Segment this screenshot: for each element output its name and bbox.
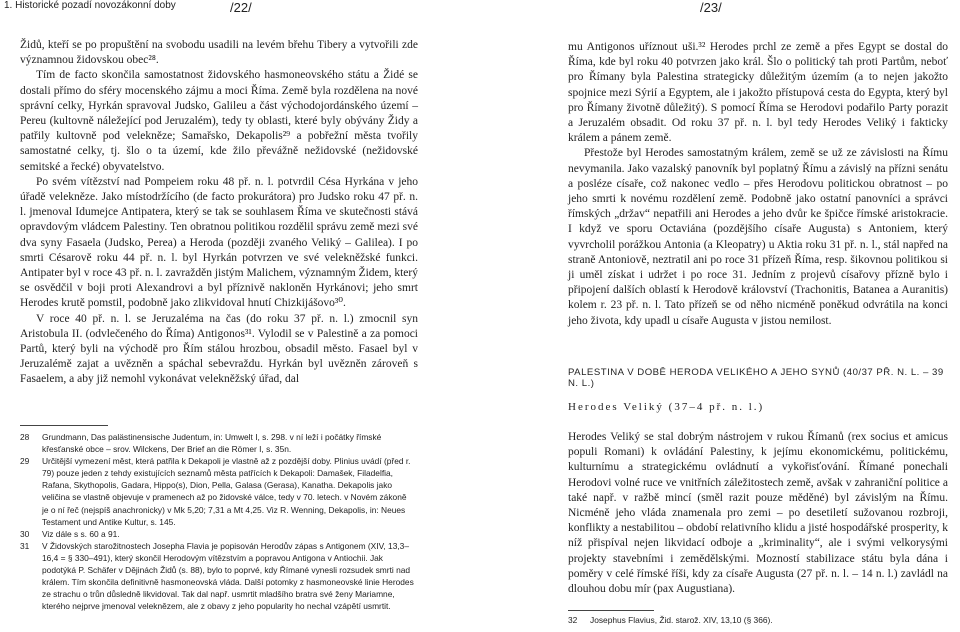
footnote-item bbox=[20, 431, 414, 455]
footnote-item bbox=[568, 614, 948, 626]
footnote-text: Grundmann, Das palästinensische Judentum, in: Umwelt I, s. 298. v ní leží i počátky římské křesťanské obce – srov. Wilckens, Der Brief an die Römer I, s. 35n. bbox=[42, 432, 382, 455]
footnotes-left bbox=[20, 431, 414, 612]
footnote-text: V Židovských starožitnostech Josepha Flavia je popisován Herodův zápas s Antigonem (XIV, 13,3–16,4 = § 330–491), který skončil Herodovým vítězstvím a popravou Antigona v Antiochii. Jak podotýká P. Schäfer v Dějinách Židů (s. 88), bylo to poprvé, kdy Římané vynesli rozsudek smrti nad králem. Tím skončila definitivně hasmoneovská vláda. Další potomky z hasmoneovské linie Herodes ze strachu o trůn důsledně likvidoval. Tak dal např. usmrtit mladšího bratra své ženy Mariamne, kterého nejprve jmenoval veleknězem, ale z obavy z jeho popularity ho nechal vzápětí usmrtit. bbox=[42, 540, 414, 612]
paragraph: Herodes Veliký se stal dobrým nástrojem v rukou Římanů (rex socius et amicus populi Romani) k ovládání Palestiny, k jejímu ekonomickému, politickému, kulturnímu a strategickému ovládnutí a vykořisťování. Římané ponechali Herodovi volné ruce ve vnitřních záležitostech země, avšak v zahraniční politice a také např. v ražbě mincí (směl razit pouze měděné) byl závislým na Římu. Nicméně jeho vláda znamenala pro zemi – po desetiletí sužovanou rozbroji, konflikty a nestabilitou – období relativního klidu a jisté hospodářské prosperity, k níž přispíval nejen likvidací odboje a „kriminality“, ale i svými velkorysými projekty stavebními i zemědělskými. Mozností stabilizace státu byla dána i poměry v celé římské říši, kdy za císaře Augusta (27 př. n. l. – 14 n. l.) zavládl na dlouhou dobu mír (pax Augustiana). bbox=[568, 431, 948, 596]
paragraph: Židů, kteří se po propuštění na svobodu usadili na levém břehu Tibery a vytvořili zde významnou židovskou obec²⁸. bbox=[20, 39, 418, 67]
page-number-left: /22/ bbox=[230, 0, 252, 15]
footnote-number: 31 bbox=[20, 540, 30, 551]
section-title: PALESTINA V DOBĚ HERODA VELIKÉHO A JEHO SYNŮ (40/37 PŘ. N. L. – 39 N. L.) bbox=[568, 367, 944, 389]
footnotes-right bbox=[568, 614, 948, 626]
paragraph: V roce 40 př. n. l. se Jeruzaléma na čas (do roku 37 př. n. l.) zmocnil syn Aristobula II. (odvlečeného do Říma) Antigonos³¹. Vylodil se v Palestině a za pomoci Partů, který byli na východě pro Řím stálou hrozbou, obsadil město. Fasael byl v Jeruzalémě zajat a uvězněn a spáchal sebevraždu. Hyrkán byl uvězněn zároveň s Fasaelem, a aby již nemohl vykonávat velekněžský úřad, dal bbox=[20, 312, 418, 386]
left-body-text bbox=[20, 38, 418, 388]
paragraph: mu Antigonos uříznout uši.³² Herodes prchl ze země a přes Egypt se dostal do Říma, kde byl roku 40 potvrzen jako král. Šlo o politický tah proti Partům, neboť pro Římany byla Palestina strategicky důležitým územím (a to nejen jakožto spojnice mezi Sýrií a Egyptem, ale i jakožto přístupová cesta do Egypta, který byl pro Římany životně důležitý). S pomocí Říma se Herodovi podařilo Party porazit a Jeruzalém obsadit. Od roku 37 př. n. l. byl tedy Herodes Veliký i fakticky králem a pánem země. bbox=[568, 41, 948, 145]
footnote-item bbox=[20, 540, 414, 613]
right-section-text bbox=[568, 430, 948, 597]
footnote-item bbox=[20, 455, 414, 528]
footnote-text: Josephus Flavius, Žid. starož. XIV, 13,10 (§ 366). bbox=[590, 615, 773, 625]
running-head: 1. Historické pozadí novozákonní doby bbox=[4, 0, 176, 11]
footnote-text: Viz dále s s. 60 a 91. bbox=[42, 528, 120, 539]
subsection-title: Herodes Veliký (37–4 př. n. l.) bbox=[568, 401, 765, 413]
paragraph: Přestože byl Herodes samostatným králem, země se už ze závislosti na Římu nevymanila. Jako vazalský panovník byl poplatný Římu a závislý na přízni senátu a posléze císaře, což nakonec vedlo – přes Herodovu politickou obratnost – po jeho smrti k novému rozdělení země. Podobně jako ostatní panovníci a správci římských „držav“ nepatřili ani Herodes a jeho dvůr ke špičce římské aristokracie. I když ve sporu Octaviána (pozdějšího císaře Augusta) s Antoniem, který vyvrcholil porážkou Antonia (a Kleopatry) u Aktia roku 31 př. n. l., stál napřed na straně Antoniově, neztratil ani po roce 31 přízeň Říma, resp. šikovnou politikou si ji uměl získat i udržet i po roce 31. Jedním z projevů císařovy přízně bylo i připojení dalších oblastí k Herodově království (Trachonitis, Batanea a Auranitis) kolem r. 23 př. n. l. Tato přízeň se od něho nicméně poněkud odvrátila na konci jeho života, kdy upadl u císaře Augusta v jistou nemilost. bbox=[568, 147, 948, 327]
right-body-text bbox=[568, 40, 948, 329]
paragraph: Po svém vítězství nad Pompeiem roku 48 př. n. l. potvrdil Césa Hyrkána v jeho úřadě velekněze. Jako místodržícího (de facto prokurátora) pro Judsko roku 47 př. n. l. jmenoval Idumejce Antipatera, který se tak se souhlasem Říma ve skutečnosti stává opravdovým vládcem Palestiny. Ten obratnou politikou rozdělil správu země mezi své dva syny Fasaela (Judsko, Perea) a Heroda (později zvaného Veliký – Galilea). I po smrti Césarově roku 44 př. n. l. byl Hyrkán potvrzen ve své velekněžské funkci. Antipater byl v roce 43 př. n. l. zavražděn jistým Malichem, významným Židem, který se osvědčil v boji proti Alexandrovi a byl příznivě nakloněn Hyrkánovi; jeho smrt Herodes krutě pomstil, podobně jako zlikvidoval hnutí Chizkijášovo³⁰. bbox=[20, 175, 418, 310]
footnote-number: 29 bbox=[20, 456, 30, 467]
paragraph: Tím de facto skončila samostatnost židovského hasmoneovského státu a Židé se dostali přímo do sféry mocenského zájmu a moci Říma. Země byla rozdělena na nové správní celky, Hyrkán spravoval Judsko, Galileu a část východojordánského území – Pereu (kultovně náležející pod Jeruzalém), tedy ty oblasti, které byly obývány Židy a patřily kultovně pod velekněze; Samařsko, Dekapolis²⁹ a pobřežní města tvořily samostatné celky, tj. šlo o ta území, kde žilo převážně nežidovské (nežidovské semitské a řecké) obyvatelstvo. bbox=[20, 69, 418, 173]
footnote-text: Určitější vymezení měst, která patřila k Dekapoli je vlastně až z pozdější doby. Plinius uvádí (před r. 79) pouze jeden z tehdy existujících seznamů města patřících k Dekapoli: Damašek, Filadelfia, Rafana, Skythopolis, Gadara, Hippo(s), Dion, Pella, Galasa (Gerasa), Kanatha. Dekapolis jako veličina se vlastně objevuje v pramenech až po židovské válce, tedy v 70. letech. v Novém zákoně je o ní řeč (nejspíš anachronicky) v Mk 5,20; 7,31 a Mt 4,25. Viz R. Wenning, Dekapolis, in: Neues Testament und Antike Kultur, s. 145. bbox=[42, 456, 411, 527]
page-number-right: /23/ bbox=[700, 0, 722, 15]
footnote-number: 32 bbox=[568, 615, 578, 625]
footnote-number: 30 bbox=[20, 528, 30, 539]
footnote-rule bbox=[568, 610, 654, 611]
footnote-number: 28 bbox=[20, 432, 30, 442]
footnote-item bbox=[20, 528, 414, 540]
footnote-rule bbox=[20, 425, 108, 426]
right-page bbox=[480, 0, 960, 632]
